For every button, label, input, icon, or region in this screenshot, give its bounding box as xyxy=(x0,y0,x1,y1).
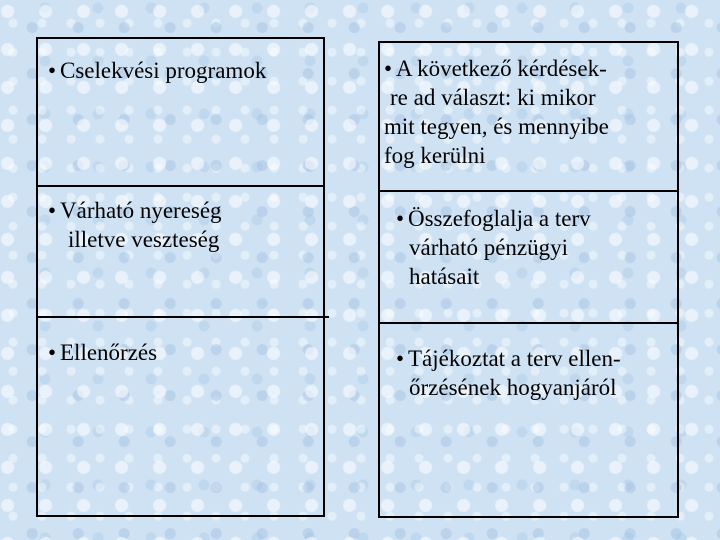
right-item-information xyxy=(396,344,621,402)
item-text: mit tegyen, és mennyibe xyxy=(384,114,609,139)
item-text: illetve veszteség xyxy=(68,227,220,252)
right-divider-2 xyxy=(378,322,679,324)
item-text: őrzésének hogyanjáról xyxy=(409,375,617,400)
bullet: • xyxy=(396,206,405,231)
bullet: • xyxy=(396,346,405,371)
bullet: • xyxy=(48,198,57,223)
bullet: • xyxy=(48,58,57,83)
bullet: • xyxy=(48,340,57,365)
left-divider-2 xyxy=(36,316,329,318)
item-text: A következő kérdések- xyxy=(396,56,607,81)
item-text: várható pénzügyi xyxy=(409,235,569,260)
item-text: re ad választ: ki mikor xyxy=(390,85,596,110)
item-text: Várható nyereség xyxy=(60,198,222,223)
item-text: fog kerülni xyxy=(384,143,486,168)
right-item-questions xyxy=(384,54,609,170)
bullet: • xyxy=(384,56,393,81)
item-text: Ellenőrzés xyxy=(60,340,158,365)
item-text: Összefoglalja a terv xyxy=(408,206,591,231)
left-item-action-programs xyxy=(48,56,266,85)
left-item-control xyxy=(48,338,157,367)
item-text: Cselekvési programok xyxy=(60,58,267,83)
right-divider-1 xyxy=(378,190,679,192)
right-item-summary xyxy=(396,204,591,291)
item-text: Tájékoztat a terv ellen- xyxy=(408,346,621,371)
left-item-expected-profit-loss xyxy=(48,196,222,254)
left-column-box xyxy=(36,37,325,517)
item-text: hatásait xyxy=(409,264,480,289)
left-divider-1 xyxy=(36,185,325,187)
